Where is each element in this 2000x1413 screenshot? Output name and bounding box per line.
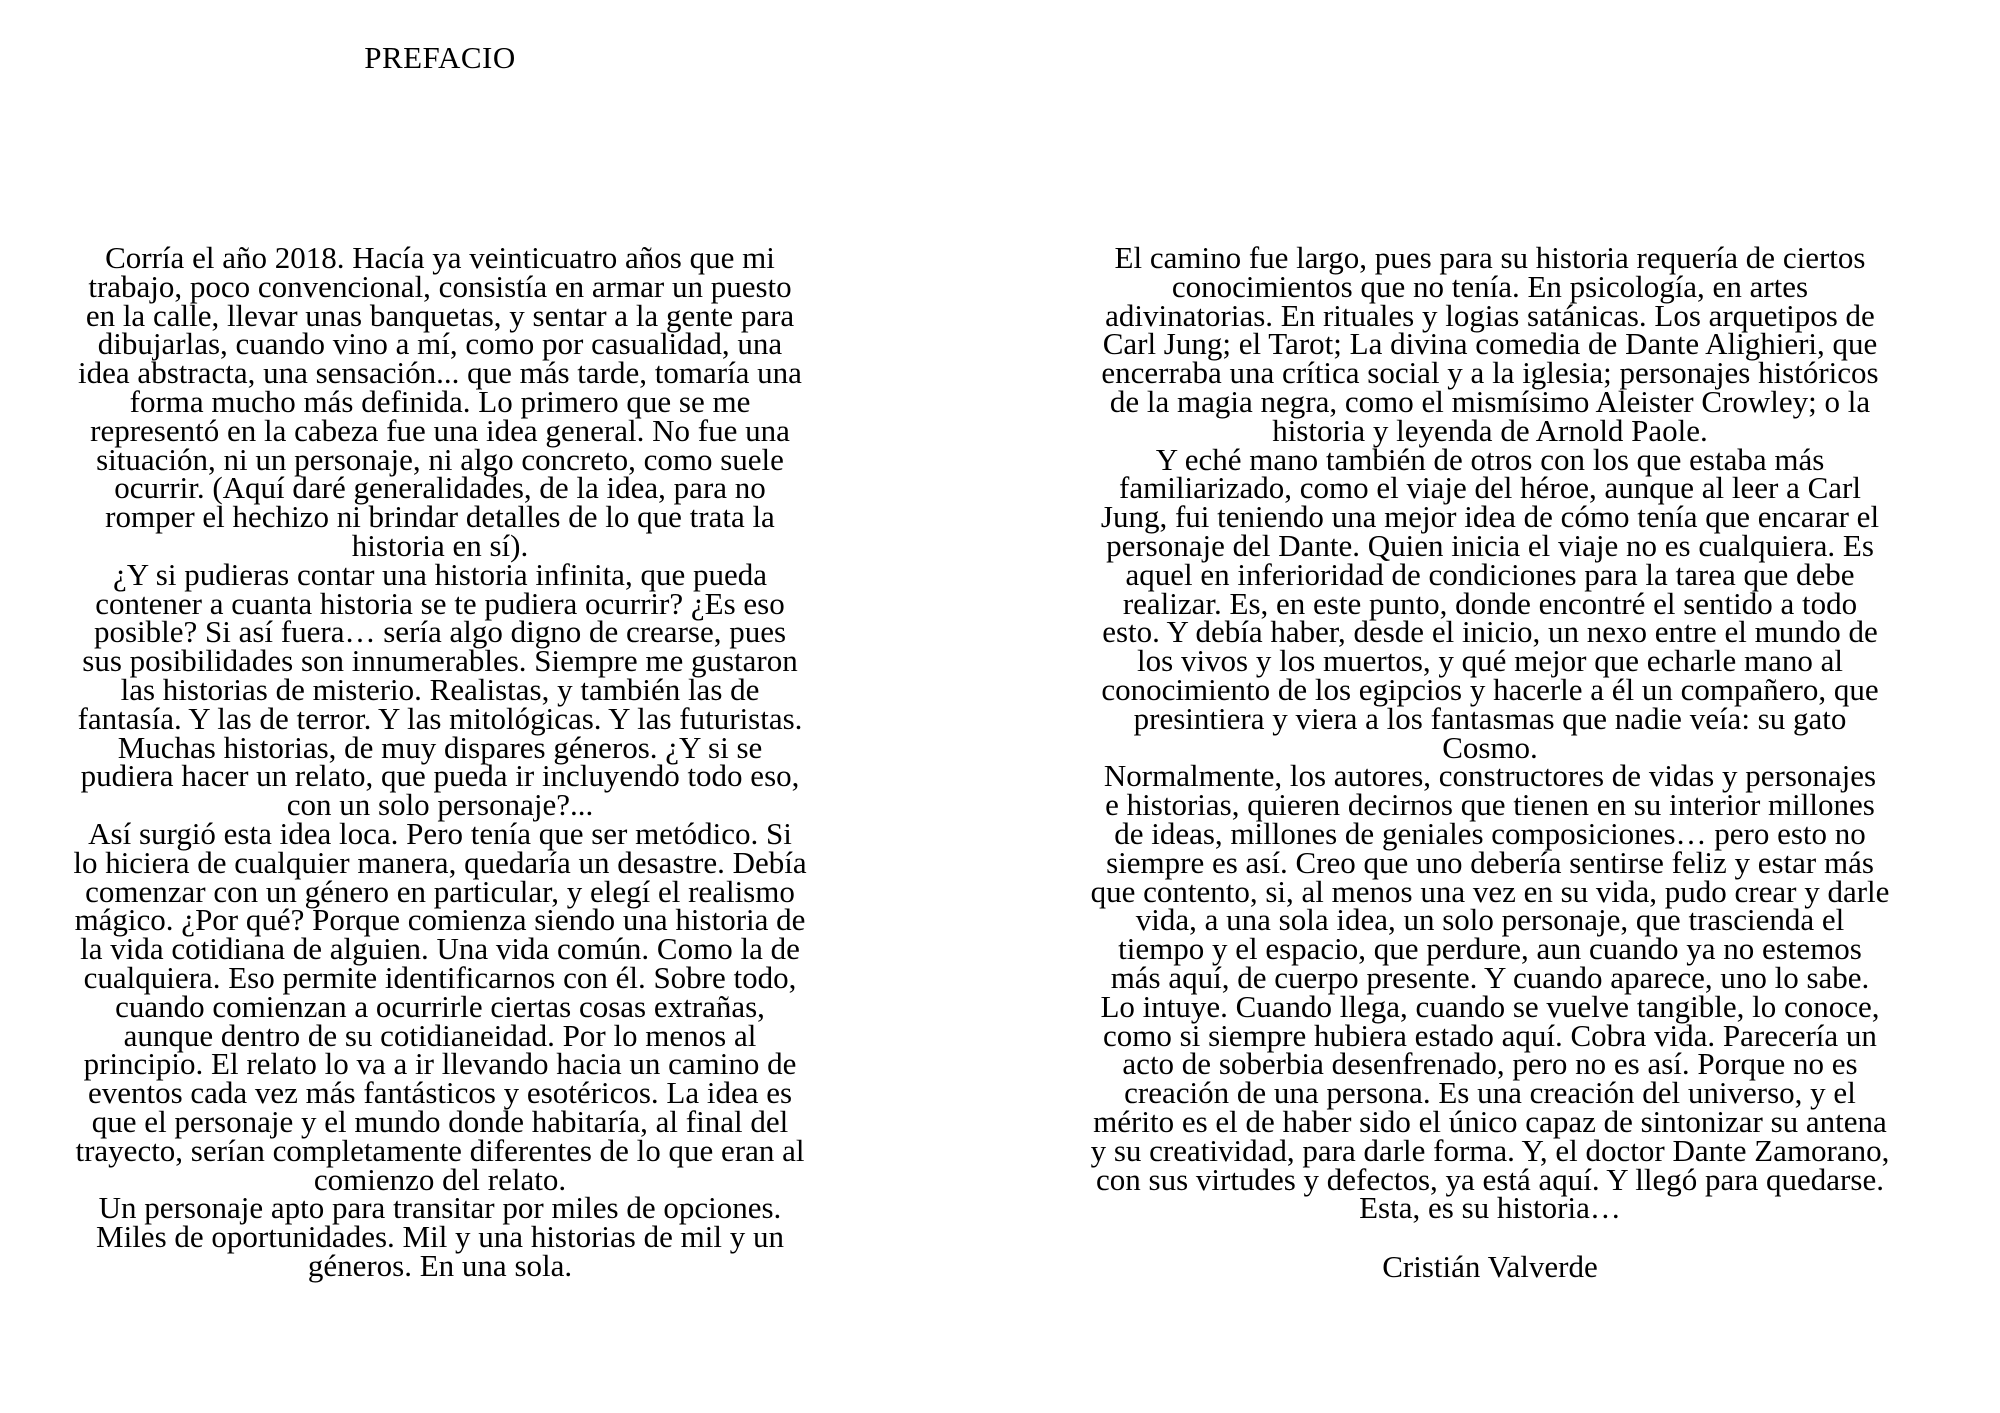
right-page-text xyxy=(1050,240,1930,1226)
text-line: eventos cada vez más fantásticos y esotéricos. La idea es xyxy=(87,1075,793,1111)
text-line: trayecto, serían completamente diferentes de lo que eran al xyxy=(75,1132,805,1168)
text-line: contener a cuanta historia se te pudiera ocurrir? ¿Es eso xyxy=(95,585,785,621)
text-line: realizar. Es, en este punto, donde encontré el sentido a todo xyxy=(1122,585,1858,621)
text-line: historia en sí). xyxy=(351,527,529,563)
text-line: familiarizado, como el viaje del héroe, aunque al leer a Carl xyxy=(1119,470,1861,506)
text-line: Así surgió esta idea loca. Pero tenía que ser metódico. Si xyxy=(88,815,792,851)
text-line: situación, ni un personaje, ni algo concreto, como suele xyxy=(96,441,784,477)
text-line: personaje del Dante. Quien inicia el viaje no es cualquiera. Es xyxy=(1106,527,1874,563)
left-page-text xyxy=(30,240,850,1283)
text-line: dibujarlas, cuando vino a mí, como por casualidad, una xyxy=(97,326,783,362)
text-line: comienzo del relato. xyxy=(313,1161,567,1197)
text-line: siempre es así. Creo que uno debería sentirse feliz y estar más xyxy=(1106,844,1874,880)
text-line: los vivos y los muertos, y qué mejor que echarle mano al xyxy=(1137,643,1843,679)
text-line: cuando comienzan a ocurrirle ciertas cosas extrañas, xyxy=(115,988,765,1024)
text-line: como si siempre hubiera estado aquí. Cobra vida. Parecería un xyxy=(1103,1017,1877,1053)
text-line: esto. Y debía haber, desde el inicio, un nexo entre el mundo de xyxy=(1102,614,1878,650)
text-line: principio. El relato lo va a ir llevando hacia un camino de xyxy=(83,1046,797,1082)
text-line: Muchas historias, de muy dispares géneros. ¿Y si se xyxy=(117,729,763,765)
text-line: pudiera hacer un relato, que pueda ir incluyendo todo eso, xyxy=(80,758,800,794)
text-line: historia y leyenda de Arnold Paole. xyxy=(1272,412,1708,448)
text-line: comenzar con un género en particular, y elegí el realismo xyxy=(85,873,795,909)
text-line: idea abstracta, una sensación... que más tarde, tomaría una xyxy=(78,355,802,391)
text-line: ¿Y si pudieras contar una historia infinita, que pueda xyxy=(113,556,767,592)
text-line: de la magia negra, como el mismísimo Aleister Crowley; o la xyxy=(1109,383,1871,419)
text-line: Carl Jung; el Tarot; La divina comedia de Dante Alighieri, que xyxy=(1102,326,1878,362)
text-line: con un solo personaje?... xyxy=(286,787,594,823)
text-line: trabajo, poco convencional, consistía en armar un puesto xyxy=(88,268,792,304)
text-line: aquel en inferioridad de condiciones para la tarea que debe xyxy=(1125,556,1855,592)
text-line: que contento, si, al menos una vez en su vida, pudo crear y darle xyxy=(1090,873,1890,909)
text-line: Esta, es su historia… xyxy=(1359,1190,1621,1226)
text-line: e historias, quieren decirnos que tienen en su interior millones xyxy=(1105,787,1875,823)
left-page xyxy=(30,0,850,1413)
text-line: más aquí, de cuerpo presente. Y cuando aparece, uno lo sabe. xyxy=(1110,959,1870,995)
text-line: forma mucho más definida. Lo primero que se me xyxy=(129,383,751,419)
page-title: PREFACIO xyxy=(364,40,516,75)
text-line: aunque dentro de su cotidianeidad. Por lo menos al xyxy=(123,1017,757,1053)
text-line: en la calle, llevar unas banquetas, y sentar a la gente para xyxy=(85,297,795,333)
text-line: Jung, fui teniendo una mejor idea de cómo tenía que encarar el xyxy=(1100,499,1880,535)
text-line: posible? Si así fuera… sería algo digno de crearse, pues xyxy=(93,614,787,650)
text-line: ocurrir. (Aquí daré generalidades, de la idea, para no xyxy=(114,470,766,506)
text-line: fantasía. Y las de terror. Y las mitológicas. Y las futuristas. xyxy=(77,700,803,736)
text-line: y su creatividad, para darle forma. Y, el doctor Dante Zamorano, xyxy=(1090,1132,1890,1168)
text-line: que el personaje y el mundo donde habitaría, al final del xyxy=(91,1103,789,1139)
text-line: creación de una persona. Es una creación del universo, y el xyxy=(1124,1075,1856,1111)
right-page xyxy=(1050,0,1930,1413)
text-line: El camino fue largo, pues para su historia requería de ciertos xyxy=(1114,240,1866,275)
text-line: Un personaje apto para transitar por miles de opciones. xyxy=(98,1190,782,1226)
text-line: mérito es el de haber sido el único capaz de sintonizar su antena xyxy=(1093,1103,1887,1139)
text-line: representó en la cabeza fue una idea general. No fue una xyxy=(90,412,790,448)
text-line: romper el hechizo ni brindar detalles de lo que trata la xyxy=(105,499,775,535)
text-line: Y eché mano también de otros con los que estaba más xyxy=(1155,441,1825,477)
text-line: presintiera y viera a los fantasmas que nadie veía: su gato xyxy=(1133,700,1847,736)
text-line: acto de soberbia desenfrenado, pero no es así. Porque no es xyxy=(1122,1046,1858,1082)
text-line: cualquiera. Eso permite identificarnos con él. Sobre todo, xyxy=(83,959,797,995)
text-line: sus posibilidades son innumerables. Siempre me gustaron xyxy=(82,643,798,679)
text-line: encerraba una crítica social y a la iglesia; personajes históricos xyxy=(1101,355,1879,391)
text-line: con sus virtudes y defectos, ya está aquí. Y llegó para quedarse. xyxy=(1096,1161,1884,1197)
text-line: conocimiento de los egipcios y hacerle a él un compañero, que xyxy=(1101,671,1879,707)
text-line: de ideas, millones de geniales composiciones… pero esto no xyxy=(1114,815,1866,851)
text-line: las historias de misterio. Realistas, y también las de xyxy=(120,671,760,707)
text-line: tiempo y el espacio, que perdure, aun cuando ya no estemos xyxy=(1118,931,1862,967)
text-line: Miles de oportunidades. Mil y una historias de mil y un xyxy=(96,1219,784,1255)
text-line: mágico. ¿Por qué? Porque comienza siendo una historia de xyxy=(74,902,806,938)
text-line: lo hiciera de cualquier manera, quedaría un desastre. Debía xyxy=(73,844,807,880)
text-line: Corría el año 2018. Hacía ya veinticuatro años que mi xyxy=(105,240,775,275)
text-line: conocimientos que no tenía. En psicología, en artes xyxy=(1171,268,1809,304)
text-line: la vida cotidiana de alguien. Una vida común. Como la de xyxy=(80,931,800,967)
text-line: adivinatorias. En rituales y logias satánicas. Los arquetipos de xyxy=(1105,297,1875,333)
text-line: géneros. En una sola. xyxy=(307,1247,573,1283)
author-signature: Cristián Valverde xyxy=(1382,1249,1598,1284)
text-line: Normalmente, los autores, constructores de vidas y personajes xyxy=(1103,758,1877,794)
text-line: vida, a una sola idea, un solo personaje, que trascienda el xyxy=(1135,902,1845,938)
text-line: Lo intuye. Cuando llega, cuando se vuelve tangible, lo conoce, xyxy=(1100,988,1880,1024)
text-line: Cosmo. xyxy=(1442,729,1538,765)
